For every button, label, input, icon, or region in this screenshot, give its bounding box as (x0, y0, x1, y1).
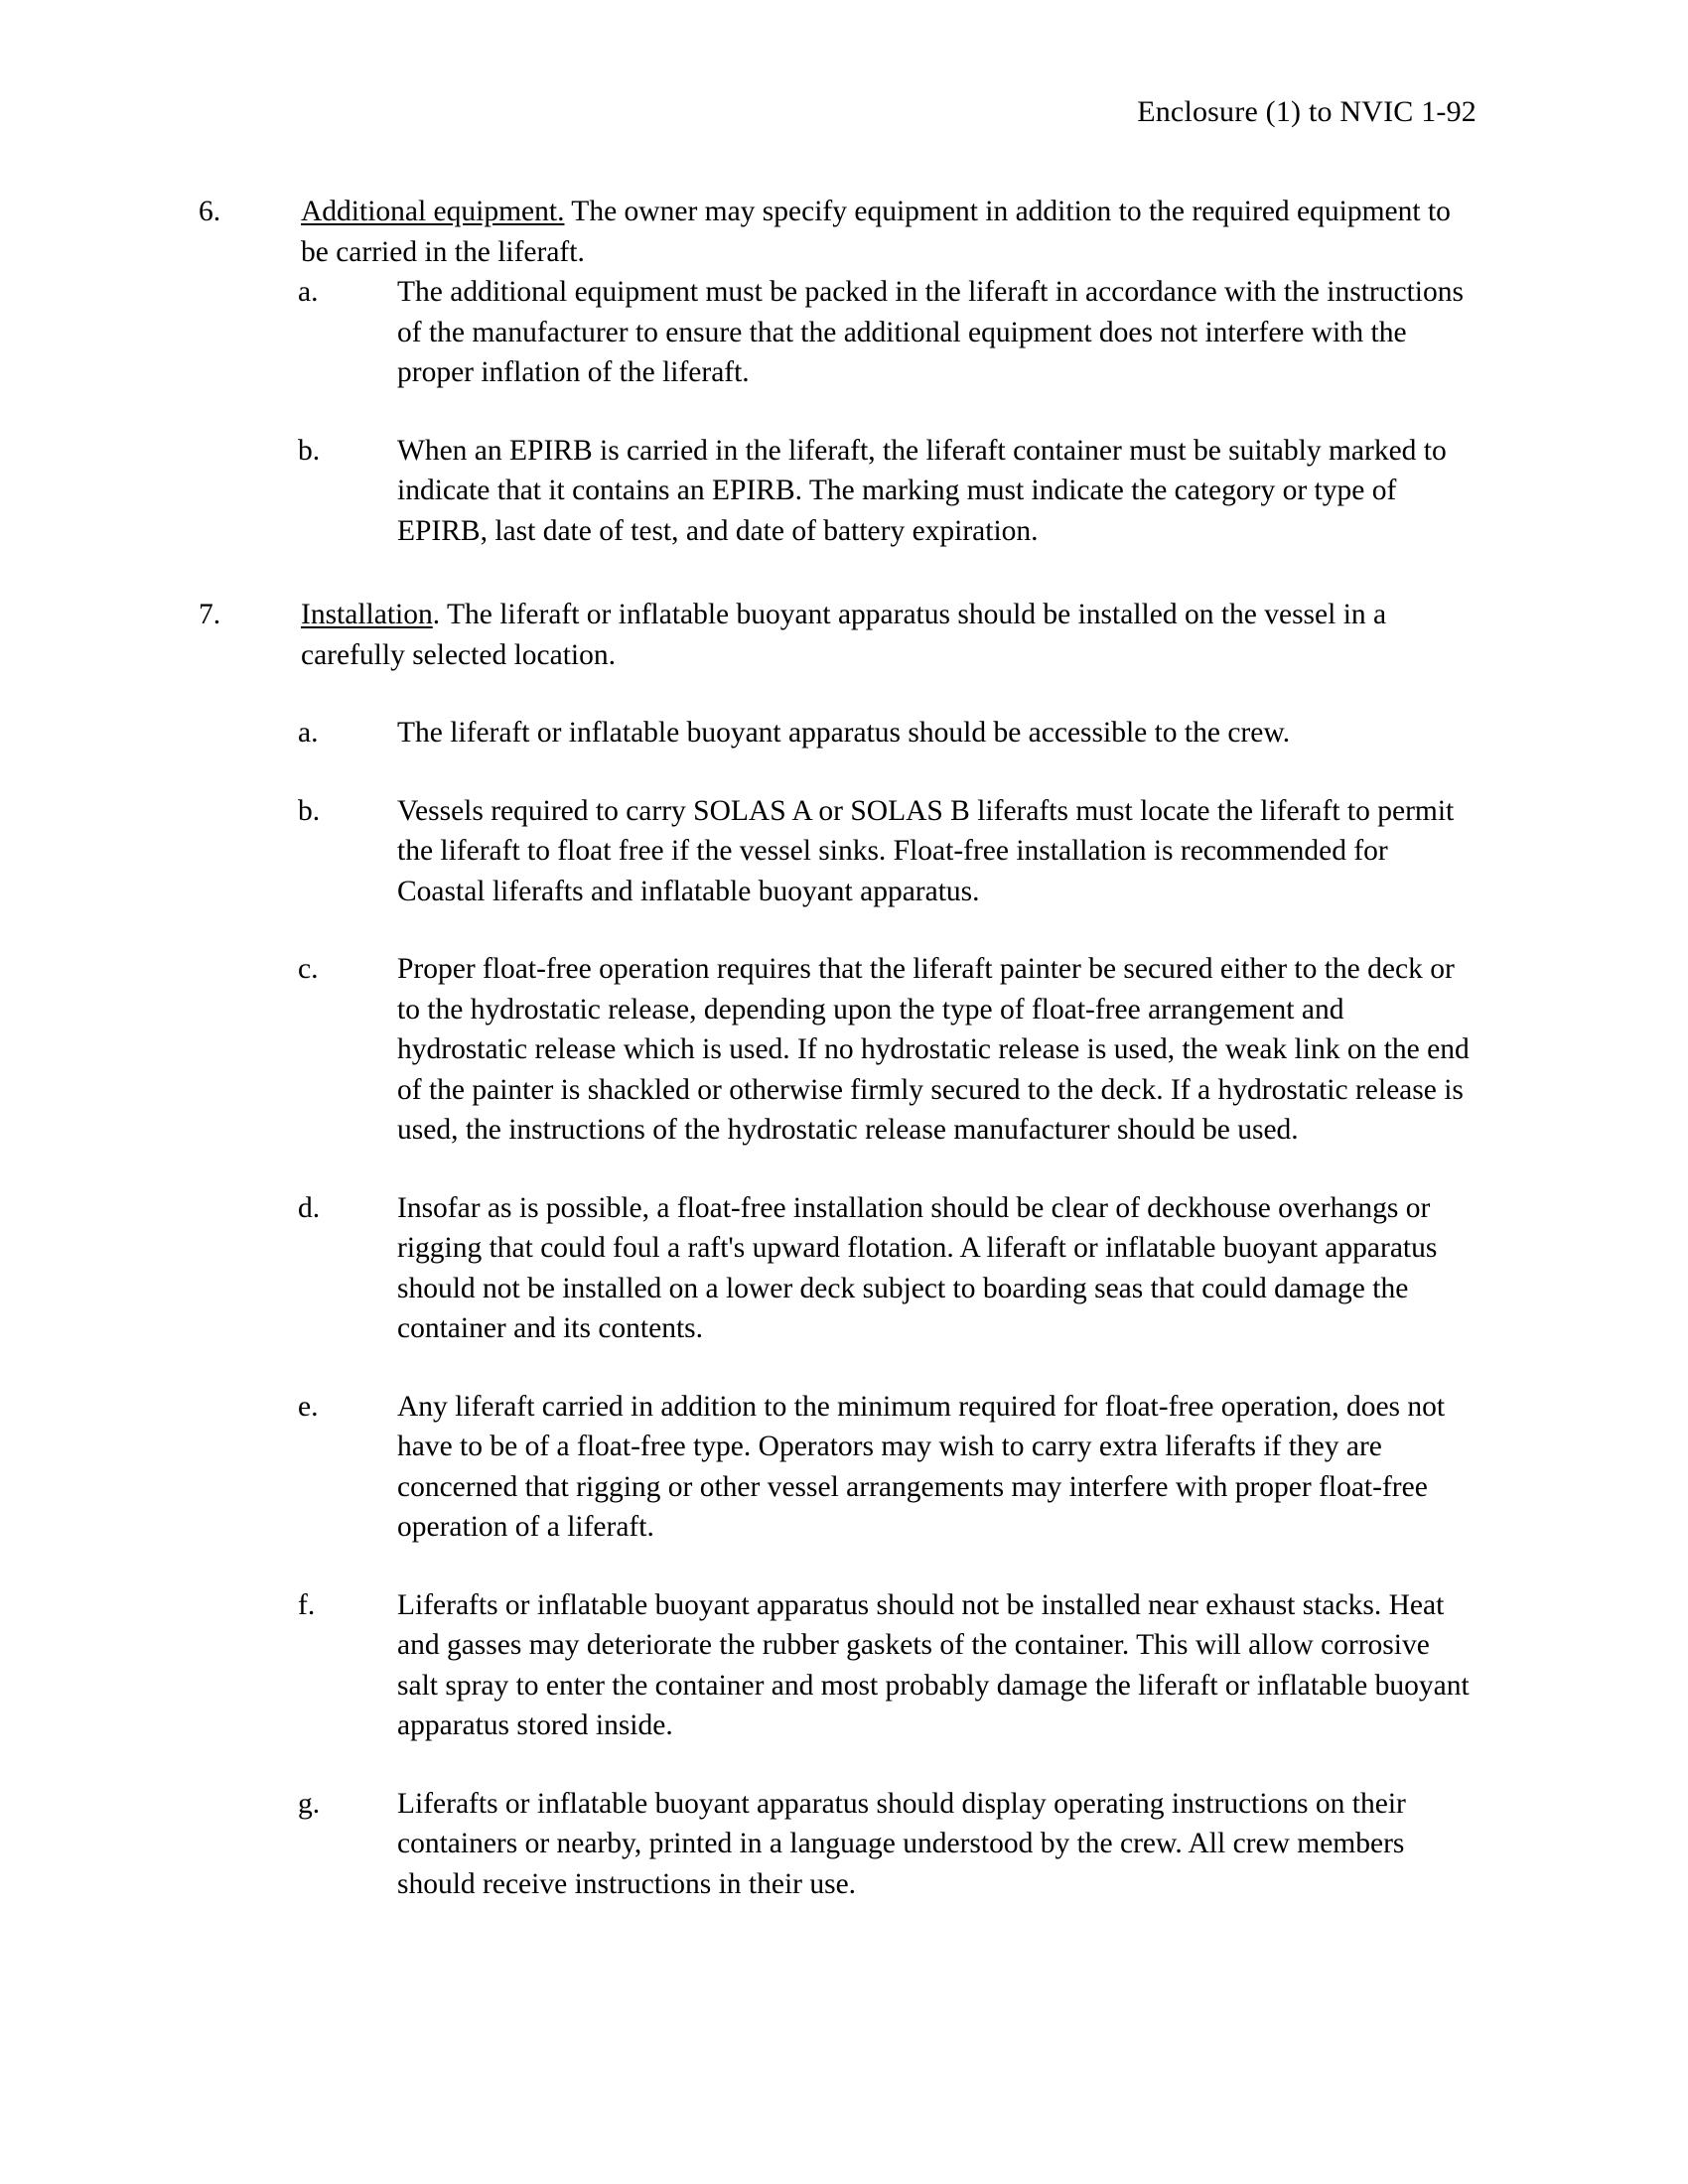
section-6-item-b (298, 431, 1477, 552)
section-7-sublist (298, 713, 1477, 1904)
section-7-item-a (298, 713, 1477, 753)
section-6 (199, 192, 1477, 272)
section-7-lead-text: . The liferaft or inflatable buoyant apparatus should be installed on the vessel in a carefully selected location. (301, 599, 1387, 671)
section-7 (199, 595, 1477, 675)
spacer (298, 1349, 1477, 1387)
section-7-item-d-text: Insofar as is possible, a float-free installation should be clear of deckhouse overhangs or rigging that could foul a raft's upward flotation. A liferaft or inflatable buoyant apparatus should not be installed on a lower deck subject to boarding seas that could damage the container and its contents. (397, 1191, 1438, 1344)
section-7-title: Installation (301, 599, 433, 630)
section-7-item-e (298, 1387, 1477, 1548)
section-7-item-b-text: Vessels required to carry SOLAS A or SOLAS B liferafts must locate the liferaft to permit the liferaft to float free if the vessel sinks. Float-free installation is recommended for Coastal liferafts and inflatable buoyant apparatus. (397, 794, 1455, 907)
section-6-lead-text: The owner may specify equipment in addition to the required equipment to be carried in the liferaft. (301, 196, 1451, 268)
section-7-item-c (298, 949, 1477, 1151)
page-header (0, 94, 1477, 130)
section-7-item-g-marker: g. (298, 1787, 321, 1820)
section-7-item-d (298, 1188, 1477, 1349)
section-7-item-f (298, 1585, 1477, 1746)
spacer (298, 1746, 1477, 1784)
section-7-item-c-marker: c. (298, 953, 319, 985)
section-7-item-a-text: The liferaft or inflatable buoyant apparatus should be accessible to the crew. (397, 717, 1291, 749)
spacer (298, 753, 1477, 791)
spacer (298, 1548, 1477, 1585)
section-7-item-a-marker: a. (298, 717, 319, 749)
section-7-item-e-text: Any liferaft carried in addition to the minimum required for float-free operation, does not have to be of a float-free type. Operators may wish to carry extra liferafts if they are concerned that rigging or other vessel arrangements may interfere with proper float-free operation of a liferaft. (397, 1390, 1446, 1543)
section-7-item-b (298, 791, 1477, 912)
header-text: Enclosure (1) to NVIC 1-92 (1137, 95, 1477, 128)
section-7-item-g-text: Liferafts or inflatable buoyant apparatus should display operating instructions on their containers or nearby, printed in a language understood by the crew. All crew members should receive instructions in their use. (397, 1787, 1406, 1900)
section-7-number: 7. (199, 599, 221, 630)
section-7-item-g (298, 1784, 1477, 1905)
section-7-content (301, 595, 1477, 675)
spacer (199, 675, 1477, 713)
section-6-item-a (298, 272, 1477, 393)
section-6-item-b-text: When an EPIRB is carried in the liferaft, the liferaft container must be suitably marked to indicate that it contains an EPIRB. The marking must indicate the category or type of EPIRB, last date of test, and date of battery expiration. (397, 434, 1447, 547)
section-6-number: 6. (199, 196, 221, 227)
section-7-item-c-text: Proper float-free operation requires that the liferaft painter be secured either to the deck or to the hydrostatic release, depending upon the type of float-free arrangement and hydrostatic release which is used. If no hydrostatic release is used, the weak link on the end of the painter is shackled or otherwise firmly secured to the deck. If a hydrostatic release is used, the instructions of the hydrostatic release manufacturer should be used. (397, 953, 1470, 1146)
section-7-item-d-marker: d. (298, 1191, 321, 1224)
document-body (199, 192, 1477, 1904)
section-7-item-f-text: Liferafts or inflatable buoyant apparatus should not be installed near exhaust stacks. Heat and gasses may deteriorate the rubber gaskets of the container. This will allow corrosive salt spray to enter the container and most probably damage the liferaft or inflatable buoyant apparatus stored inside. (397, 1588, 1470, 1741)
section-6-item-b-marker: b. (298, 434, 321, 467)
spacer (298, 911, 1477, 949)
spacer (298, 1151, 1477, 1188)
spacer (298, 393, 1477, 431)
section-7-item-b-marker: b. (298, 794, 321, 827)
section-6-item-a-text: The additional equipment must be packed in the liferaft in accordance with the instructions of the manufacturer to ensure that the additional equipment does not interfere with the proper inflation of the liferaft. (397, 276, 1464, 388)
section-6-item-a-marker: a. (298, 276, 319, 308)
section-6-content (301, 192, 1477, 272)
section-7-item-e-marker: e. (298, 1390, 319, 1423)
section-6-title: Additional equipment. (301, 196, 565, 227)
section-6-sublist (298, 272, 1477, 551)
spacer (199, 551, 1477, 595)
section-7-item-f-marker: f. (298, 1588, 316, 1621)
